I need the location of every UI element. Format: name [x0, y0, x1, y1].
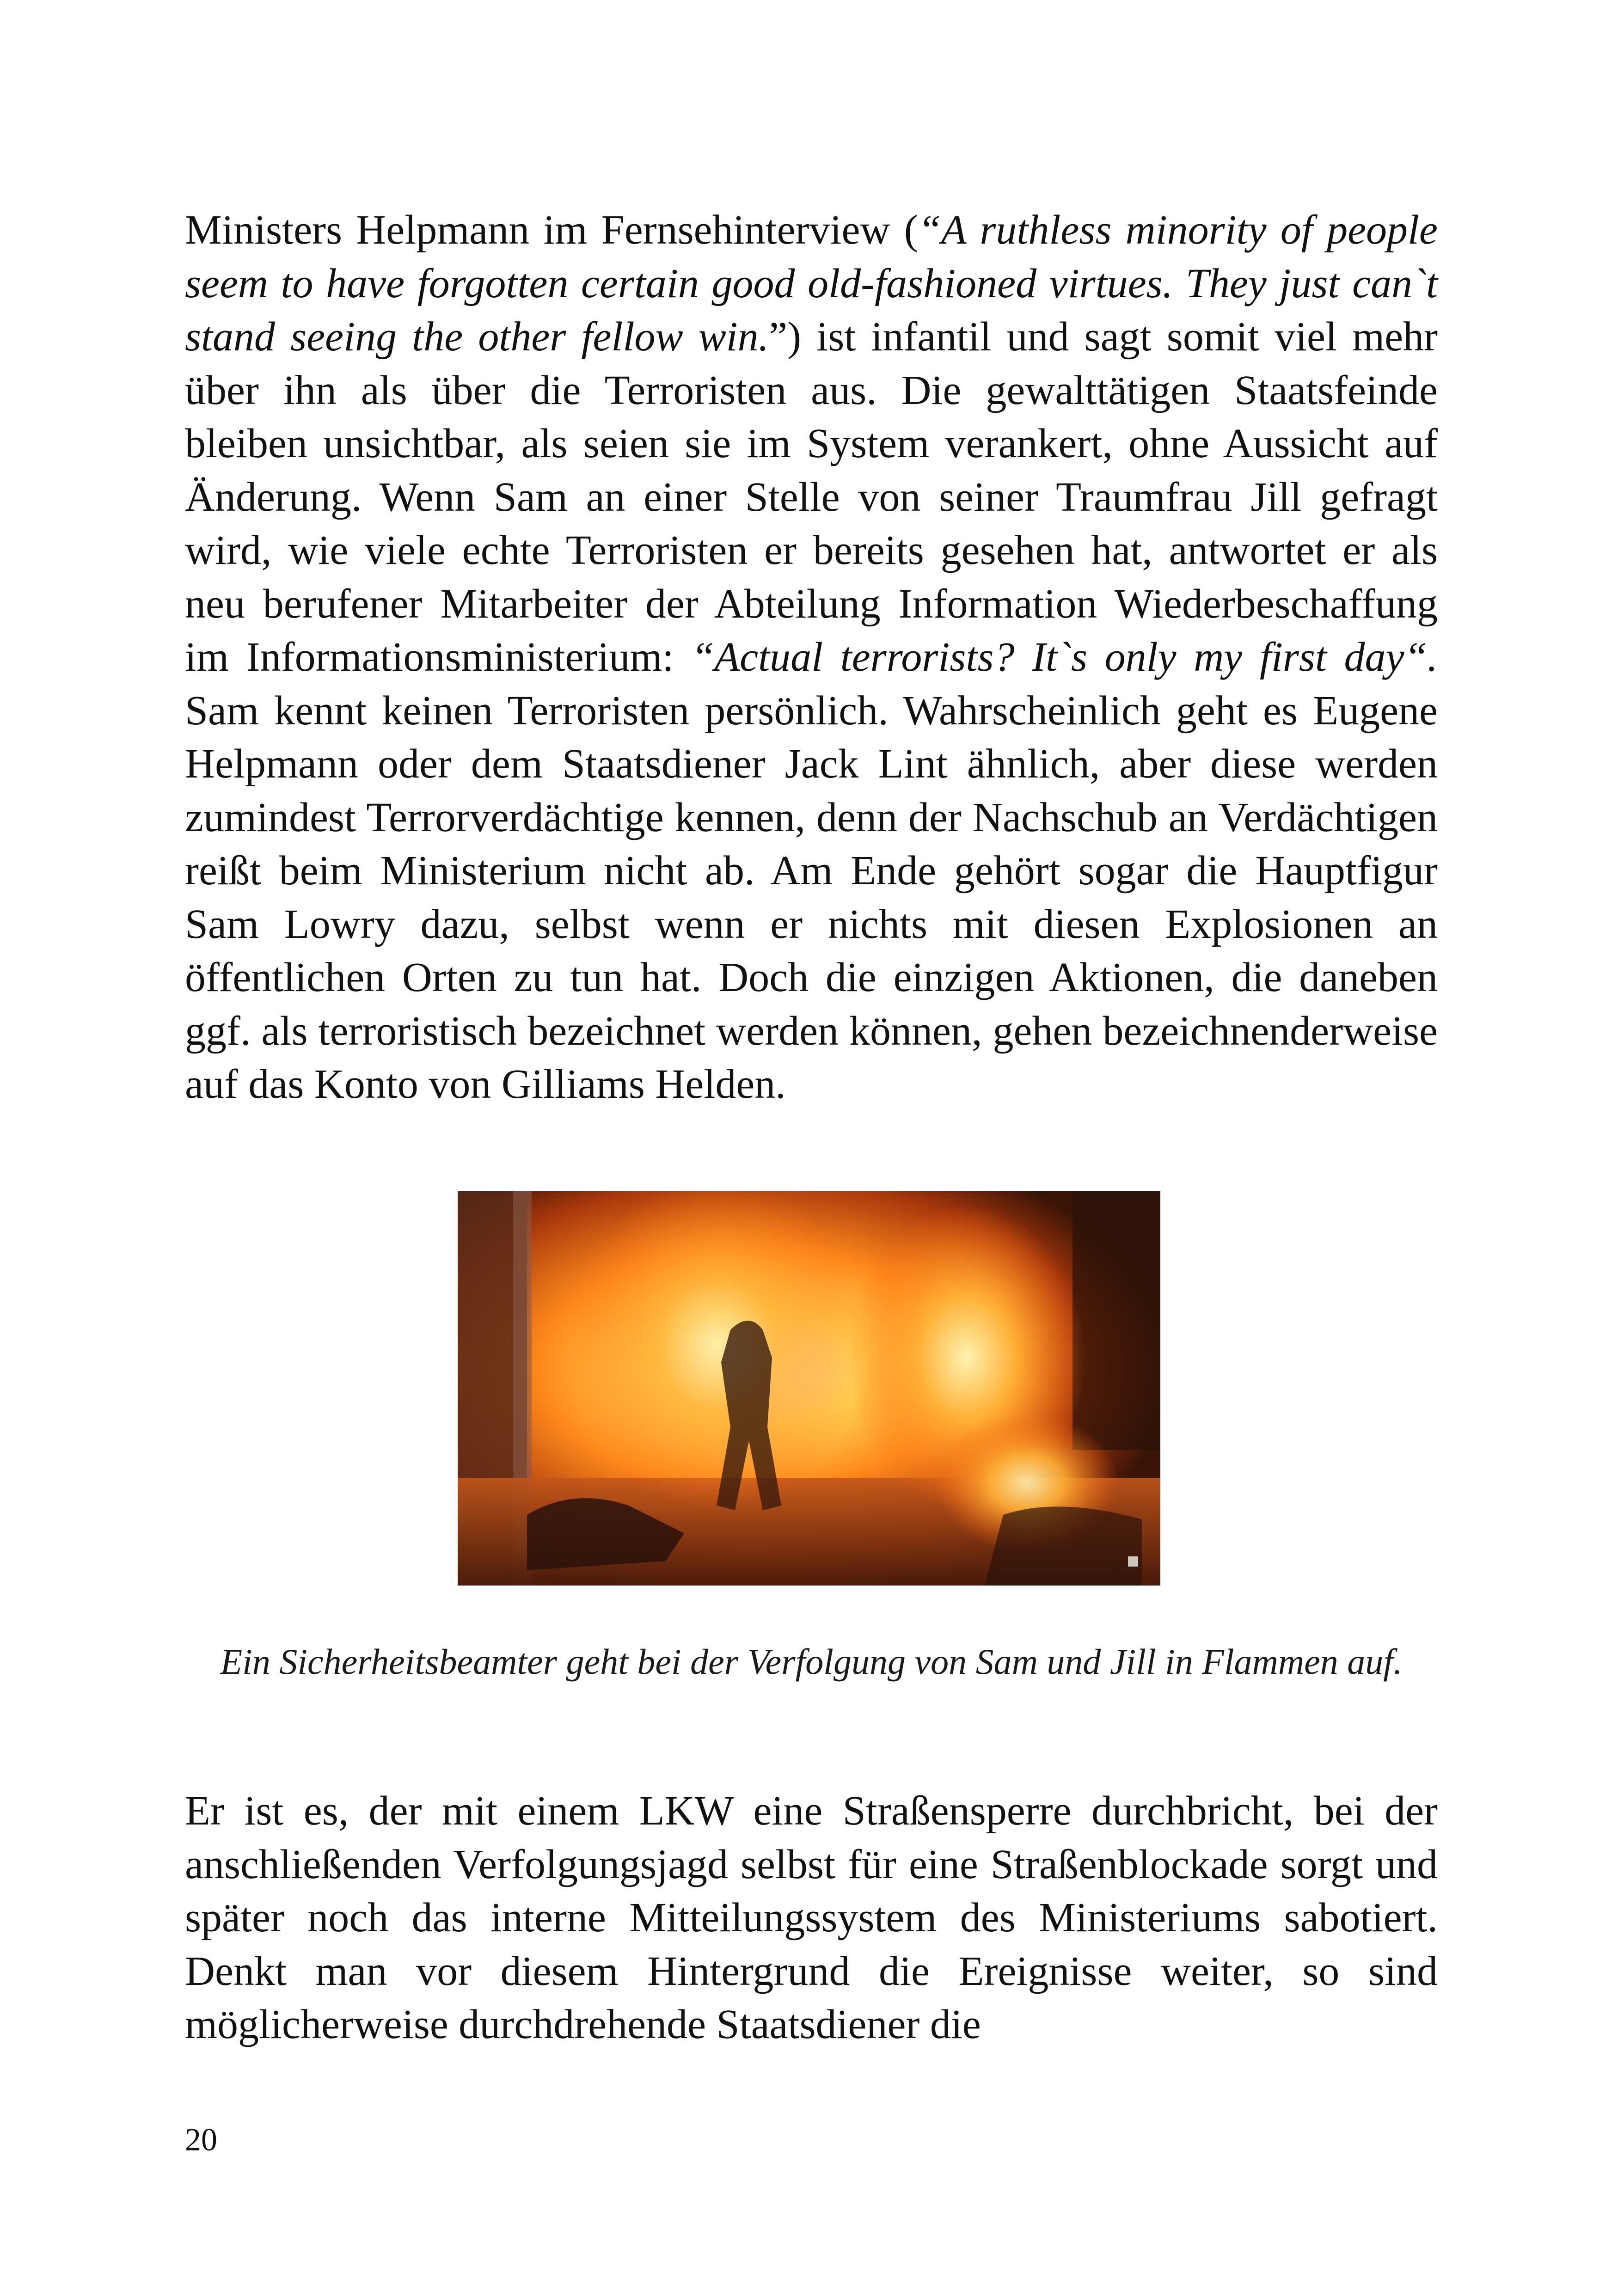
paragraph-1-body: ”) ist infantil und sagt somit viel mehr über ihn als über die Terroristen aus. Die gewalttätigen Staatsfeinde bleiben unsichtbar, als seien sie im System verankert, ohne Aussicht auf Änderung. Wenn Sam an einer Stelle von seiner Traumfrau Jill gefragt wird, wie viele echte Terroristen er bereits gesehen hat, antwortet er als neu berufener Mitarbeiter der Abteilung Information Wiederbeschaffung im Informationsministerium: [185, 314, 1438, 680]
body-paragraph-2: Er ist es, der mit einem LKW eine Straßensperre durchbricht, bei der anschließenden Verfolgungsjagd selbst für eine Straßenblockade sorgt und später noch das interne Mitteilungssystem des Ministeriums sabotiert. Denkt man vor diesem Hintergrund die Ereignisse weiter, so sind möglicherweise durchdrehende Staatsdiener die [185, 1788, 1438, 2047]
page-number: 20 [185, 2122, 217, 2158]
figure-caption: Ein Sicherheitsbeamter geht bei der Verfolgung von Sam und Jill in Flammen auf. [220, 1641, 1403, 1682]
film-still-image [458, 1191, 1160, 1586]
quote-helpmann: “A ruthless minority of people seem to have forgotten certain good old-fashioned virtues. They just can`t stand seeing the other fellow win. [185, 207, 1438, 360]
body-paragraph-1 [185, 203, 1438, 1111]
quote-sam: “Actual terrorists? It`s only my first day“. [691, 634, 1438, 680]
paragraph-1-ending: Sam kennt keinen Terroristen persönlich. Wahrscheinlich geht es Eugene Helpmann oder dem Staatsdiener Jack Lint ähnlich, aber diese werden zumindest Terrorverdächtige kennen, denn der Nachschub an Verdächtigen reißt beim Ministerium nicht ab. Am Ende gehört sogar die Hauptfigur Sam Lowry dazu, selbst wenn er nichts mit diesen Explosionen an öffentlichen Orten zu tun hat. Doch die einzigen Aktionen, die daneben ggf. als terroristisch bezeichnet werden können, gehen bezeichnenderweise auf das Konto von Gilliams Helden. [185, 687, 1438, 1107]
paragraph-1-intro: Ministers Helpmann im Fernsehinterview ( [185, 207, 918, 253]
